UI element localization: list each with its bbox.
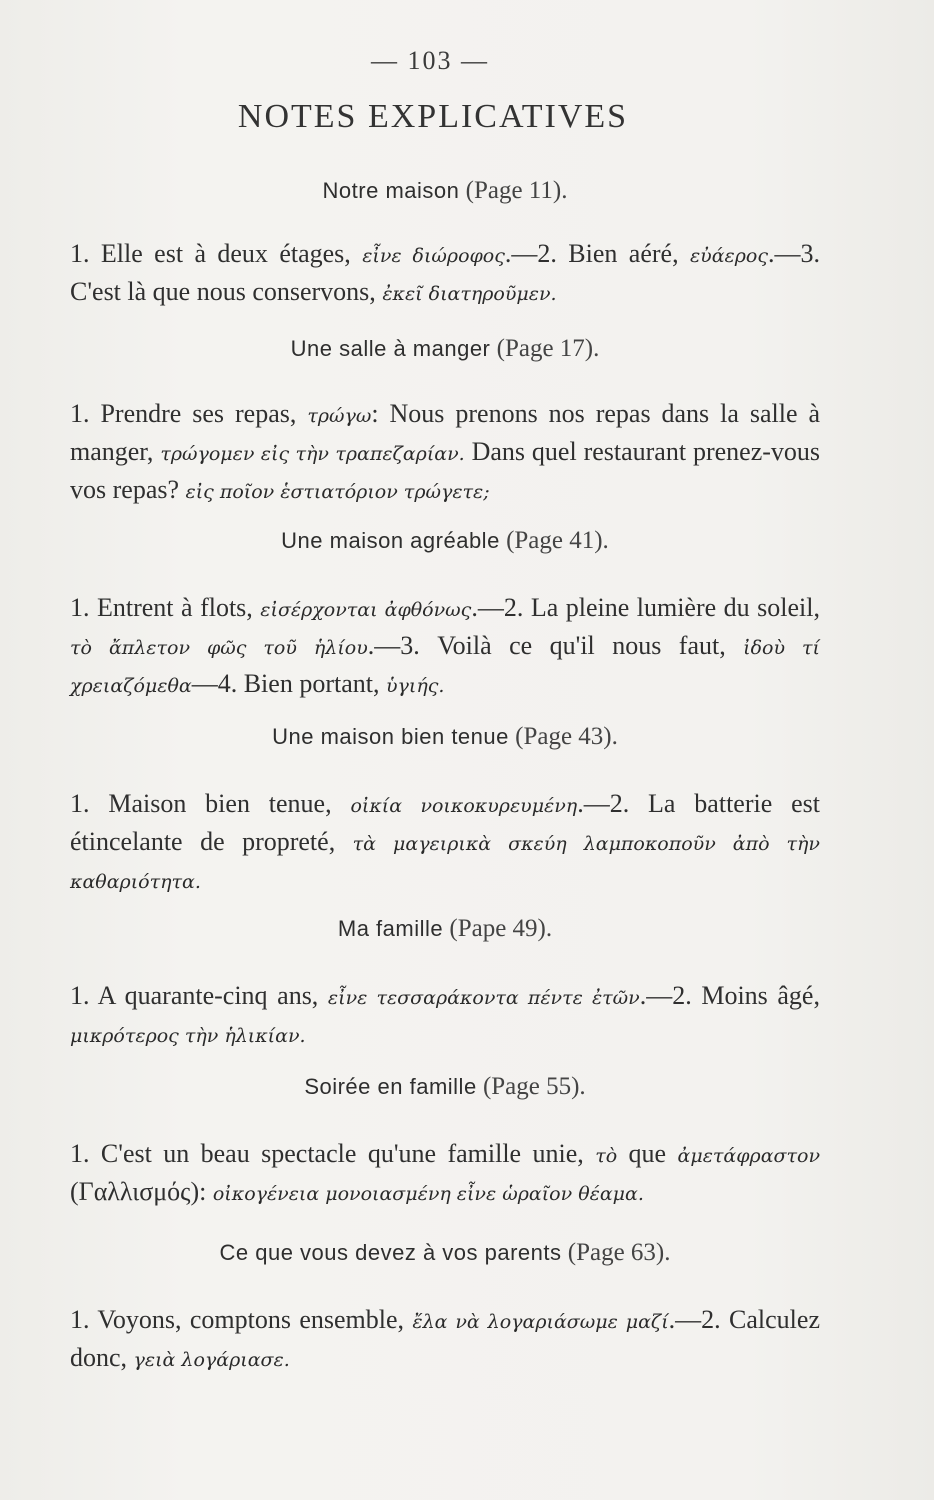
note-greek-text: τὸ ἄπλετον φῶς τοῦ ἡλίου bbox=[70, 637, 368, 659]
section-heading-name: Ce que vous devez à vos parents bbox=[219, 1240, 562, 1265]
section-heading-name: Notre maison bbox=[322, 178, 460, 203]
note-french-text: .—2. La pleine lumière du soleil, bbox=[471, 593, 820, 622]
note-french-text: 1. A quarante-cinq ans, bbox=[70, 981, 328, 1010]
note-french-text: 1. C'est un beau spectacle qu'une famille unie, bbox=[70, 1139, 596, 1168]
note-french-text: .—2. Moins âgé, bbox=[639, 981, 820, 1010]
section-notre-maison bbox=[70, 176, 820, 312]
section-heading bbox=[70, 1238, 820, 1268]
section-heading bbox=[70, 914, 820, 944]
section-heading-name: Une salle à manger bbox=[290, 336, 491, 361]
note-paragraph bbox=[70, 786, 820, 900]
section-heading-name: Une maison agréable bbox=[281, 528, 500, 553]
section-heading bbox=[70, 334, 820, 364]
note-greek-text: οἰκογένεια μονοιασμένη εἶνε ὡραῖον θέαμα. bbox=[212, 1183, 644, 1205]
section-heading-name: Ma famille bbox=[337, 916, 444, 941]
note-french-text: Dans quel restaurant prenez-vous vos repas? bbox=[70, 437, 821, 504]
note-greek-text: τρώγω bbox=[307, 405, 372, 427]
note-greek-text: ἐκεῖ διατηροῦμεν. bbox=[382, 283, 557, 305]
note-greek-text: ὑγιής. bbox=[385, 675, 445, 697]
note-french-text: (Γαλλισμός): bbox=[70, 1177, 213, 1206]
page-title: NOTES EXPLICATIVES bbox=[237, 98, 629, 135]
section-heading bbox=[70, 176, 820, 206]
note-greek-text: ἔλα νὰ λογαριάσωμε μαζί bbox=[412, 1311, 669, 1333]
note-greek-text: εὐάερος bbox=[689, 245, 768, 267]
note-french-text: .—3. C'est là que nous conservons, bbox=[70, 239, 820, 306]
note-french-text: 1. Maison bien tenue, bbox=[70, 789, 351, 818]
section-page-ref: (Page 43). bbox=[515, 723, 618, 750]
note-greek-text: εἰσέρχονται ἀφθόνως bbox=[260, 599, 472, 621]
note-greek-text: οἰκία νοικοκυρευμένη bbox=[350, 795, 578, 817]
note-french-text: .—2. La batterie est étincelante de propreté, bbox=[70, 789, 820, 856]
section-ma-famille bbox=[70, 914, 820, 1054]
section-page-ref: (Pape 49). bbox=[449, 915, 553, 942]
section-soiree-en-famille bbox=[70, 1072, 820, 1212]
note-paragraph bbox=[70, 236, 820, 312]
note-french-text: 1. Entrent à flots, bbox=[70, 593, 261, 622]
section-page-ref: (Page 11). bbox=[465, 177, 568, 204]
note-greek-text: τὰ μαγειρικὰ σκεύη λαμποκοποῦν ἀπὸ τὴν καθαριότητα. bbox=[70, 833, 820, 893]
note-paragraph bbox=[70, 1302, 820, 1378]
note-french-text: 1. Voyons, comptons ensemble, bbox=[70, 1305, 413, 1334]
note-french-text: : Nous prenons nos repas dans la salle à manger, bbox=[70, 399, 820, 466]
page-number: — 103 — bbox=[371, 46, 489, 75]
note-greek-text: εἰς ποῖον ἑστιατόριον τρώγετε; bbox=[185, 481, 490, 503]
note-french-text: .—2. Calculez donc, bbox=[70, 1305, 820, 1372]
section-heading bbox=[70, 1072, 820, 1102]
note-french-text: 1. Prendre ses repas, bbox=[70, 399, 308, 428]
section-maison-agreable bbox=[70, 526, 820, 704]
note-paragraph bbox=[70, 978, 820, 1054]
note-greek-text: εἶνε τεσσαράκοντα πέντε ἐτῶν bbox=[327, 987, 640, 1009]
section-heading bbox=[70, 722, 820, 752]
note-paragraph bbox=[70, 590, 820, 704]
section-vos-parents bbox=[70, 1238, 820, 1378]
section-page-ref: (Page 55). bbox=[482, 1073, 586, 1100]
note-french-text: .—3. Voilà ce qu'il nous faut, bbox=[367, 631, 744, 660]
section-page-ref: (Page 63). bbox=[567, 1239, 671, 1266]
section-maison-bien-tenue bbox=[70, 722, 820, 900]
section-heading-name: Soirée en famille bbox=[304, 1074, 477, 1099]
note-french-text: 1. Elle est à deux étages, bbox=[70, 239, 363, 268]
note-greek-text: γειὰ λογάριασε. bbox=[133, 1349, 290, 1371]
note-french-text: que bbox=[617, 1139, 678, 1168]
note-greek-text: ἰδοὺ τί χρειαζόμεθα bbox=[70, 637, 820, 697]
section-heading-name: Une maison bien tenue bbox=[272, 724, 509, 749]
note-greek-text: μικρότερος τὴν ἡλικίαν. bbox=[70, 1025, 306, 1047]
note-greek-text: τρώγομεν εἰς τὴν τραπεζαρίαν. bbox=[160, 443, 465, 465]
section-page-ref: (Page 41). bbox=[506, 527, 609, 554]
note-greek-text: ἀμετάφραστον bbox=[677, 1145, 821, 1167]
note-greek-text: εἶνε διώροφος bbox=[362, 245, 505, 267]
note-greek-text: τὸ bbox=[595, 1145, 618, 1167]
note-french-text: —4. Bien portant, bbox=[191, 669, 386, 698]
note-paragraph bbox=[70, 396, 820, 510]
note-paragraph bbox=[70, 1136, 820, 1212]
section-heading bbox=[70, 526, 820, 556]
section-salle-a-manger bbox=[70, 334, 820, 510]
section-page-ref: (Page 17). bbox=[496, 335, 600, 362]
note-french-text: .—2. Bien aéré, bbox=[504, 239, 690, 268]
